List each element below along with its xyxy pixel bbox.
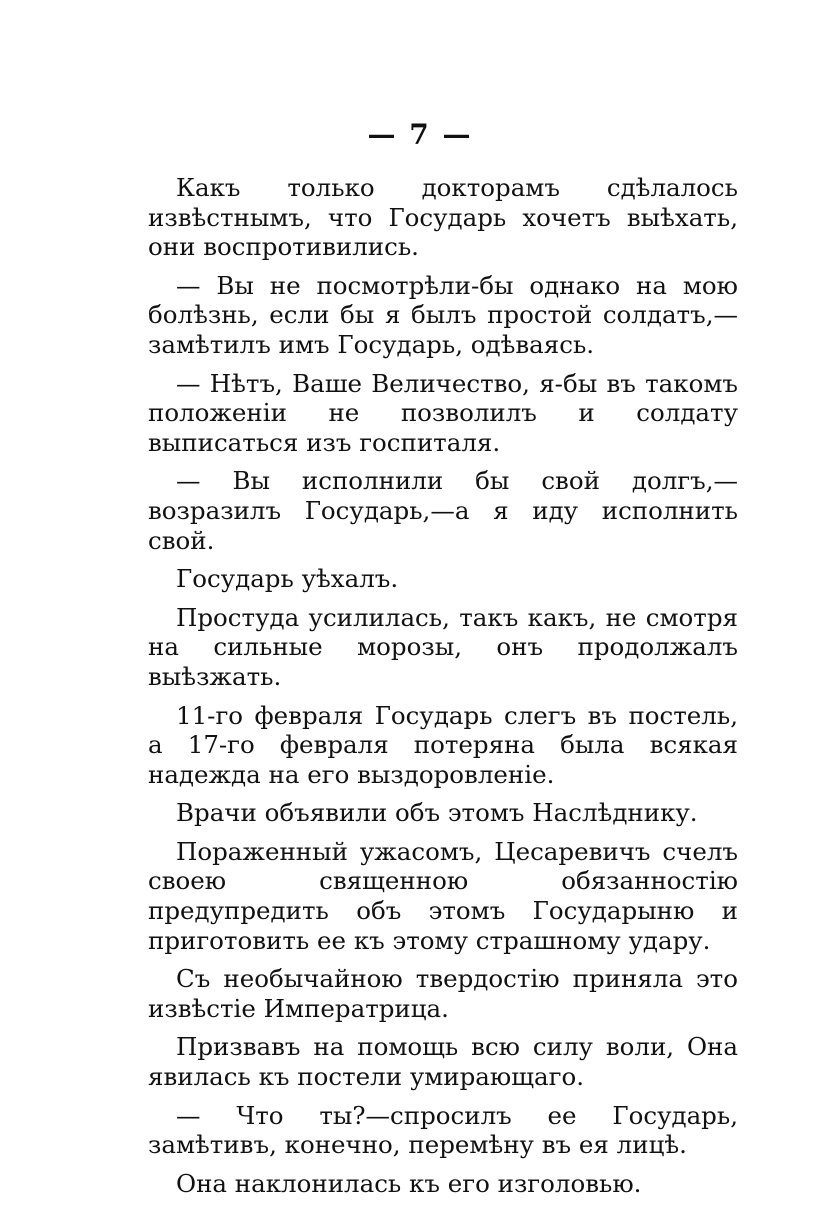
paragraph-8: Врачи объявили объ этомъ Наслѣднику. [176, 798, 698, 828]
paragraph-12: — Что ты?—спросилъ ее Государь, замѣтивъ, конечно, перемѣну въ ея лицѣ. [148, 1100, 738, 1160]
paragraph-11: Призвавъ на помощь всю силу воли, Она явилась къ постели умирающаго. [148, 1032, 738, 1092]
page-number: — 7 — [367, 118, 473, 151]
paragraph-13: Она наклонилась къ его изголовью. [176, 1168, 642, 1198]
paragraph-4: — Вы исполнили бы свой долгъ,—возразилъ Государь,—а я иду исполнить свой. [148, 466, 738, 555]
paragraph-6: Простуда усилилась, такъ какъ, не смотря на сильные морозы, онъ продолжалъ выѣзжать. [148, 602, 738, 691]
paragraph-7: 11-го февраля Государь слегъ въ постель, а 17-го февраля потеряна была всякая надежда на его выздоровленiе. [148, 700, 738, 789]
paragraph-9: Пораженный ужасомъ, Цесаревичъ счелъ своею священною обязанностiю предупредить объ этомъ Государыню и приготовить ее къ этому страшному удару. [148, 836, 738, 955]
paragraph-1: Какъ только докторамъ сдѣлалось извѣстнымъ, что Государь хочетъ выѣхать, они воспротивились. [148, 173, 738, 262]
paragraph-5: Государь уѣхалъ. [176, 564, 399, 594]
paragraph-3: — Нѣтъ, Ваше Величество, я-бы въ такомъ положенiи не позволилъ и солдату выписаться изъ госпиталя. [148, 368, 738, 457]
paragraph-2: — Вы не посмотрѣли-бы однако на мою болѣзнь, если бы я былъ простой солдатъ,—замѣтилъ имъ Государь, одѣваясь. [148, 270, 738, 359]
paragraph-10: Съ необычайною твердостiю приняла это извѣстiе Императрица. [148, 964, 738, 1023]
body-text [148, 173, 738, 1207]
